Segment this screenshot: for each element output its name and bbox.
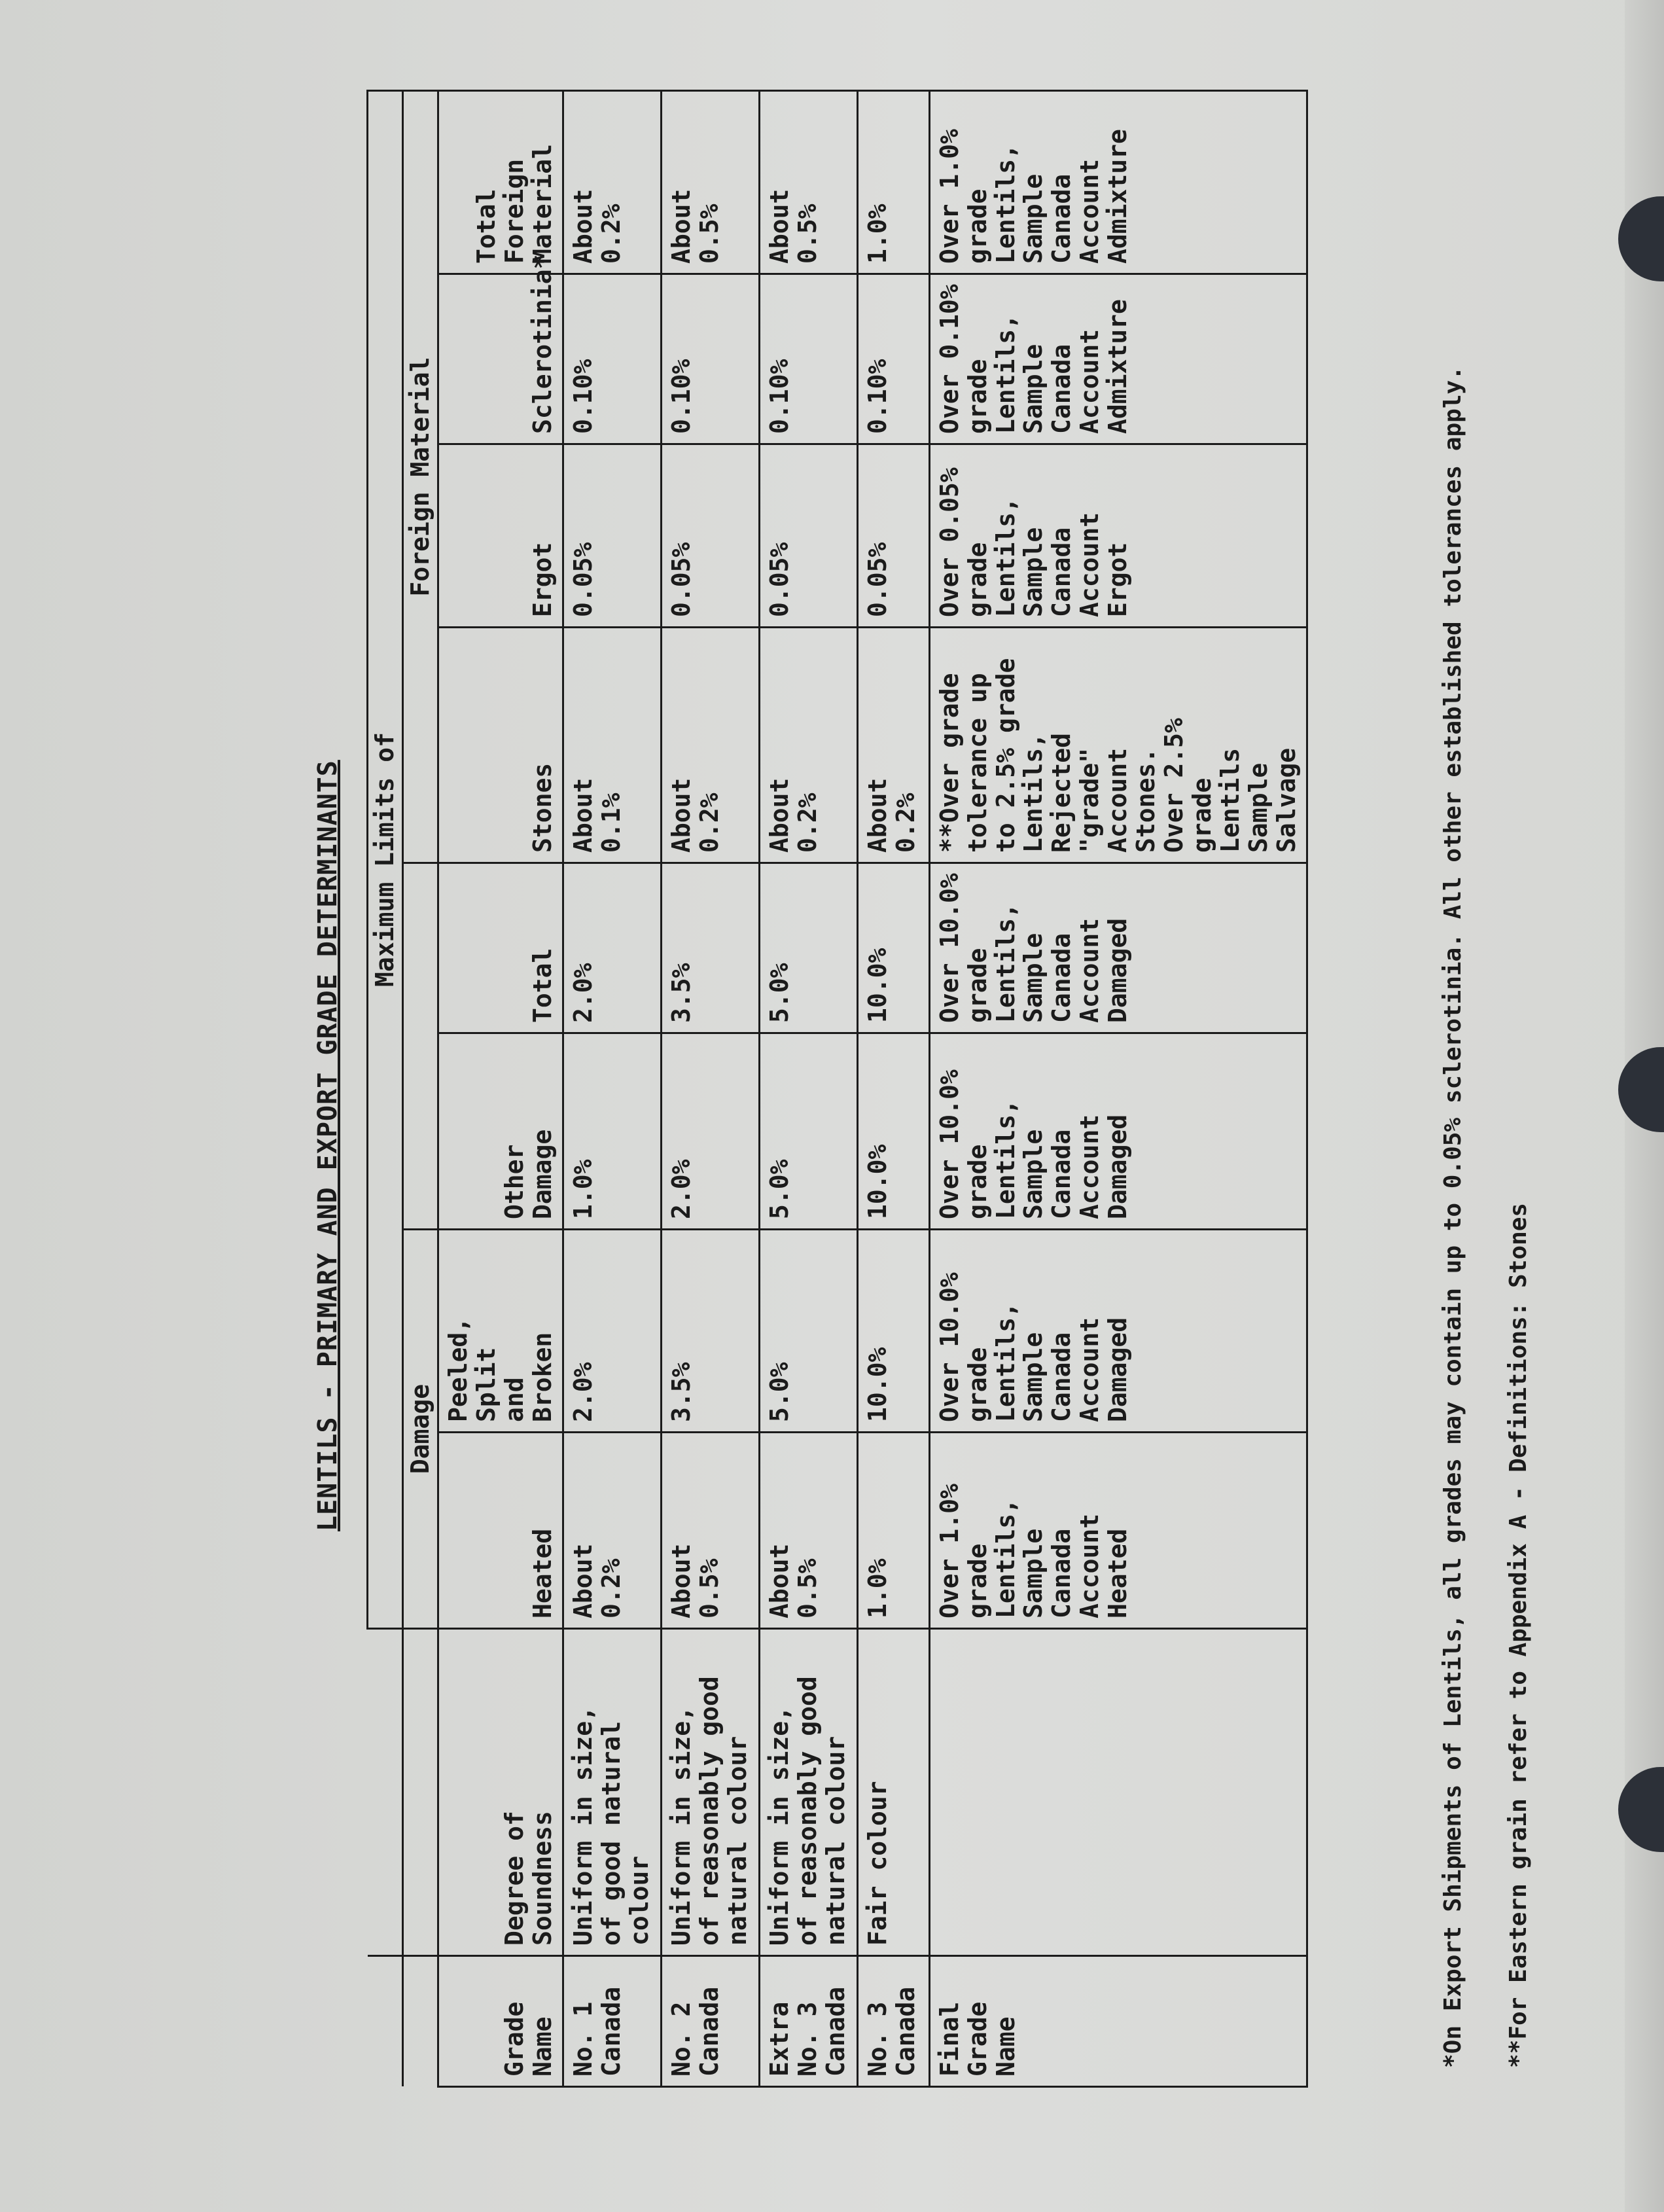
total-damage-cell: Over 10.0% grade Lentils, Sample Canada Account Damaged (929, 863, 1307, 1033)
sclerotinia-cell: 0.10% (759, 274, 857, 444)
ergot-cell: 0.05% (759, 444, 857, 628)
total-foreign-material-header: Total Foreign Material (438, 90, 563, 274)
total-damage-cell: 2.0% (563, 863, 661, 1033)
total-damage-header: Total (438, 863, 563, 1033)
heated-header: Heated (438, 1433, 563, 1629)
degree-cell: Uniform in size, of reasonably good natural colour (759, 1629, 857, 1956)
heated-cell: 1.0% (857, 1433, 929, 1629)
blank-header (368, 1629, 403, 1956)
heated-cell: About 0.2% (563, 1433, 661, 1629)
total-damage-cell: 5.0% (759, 863, 857, 1033)
stones-cell: About 0.2% (857, 628, 929, 863)
stones-cell: About 0.2% (759, 628, 857, 863)
total-foreign-cell: About 0.5% (759, 90, 857, 274)
ergot-cell: 0.05% (857, 444, 929, 628)
total-damage-cell: 10.0% (857, 863, 929, 1033)
blank-header (402, 863, 438, 1230)
heated-cell: Over 1.0% grade Lentils, Sample Canada Account Heated (929, 1433, 1307, 1629)
degree-cell (929, 1629, 1307, 1956)
peeled-cell: 5.0% (759, 1230, 857, 1433)
table-row (759, 90, 857, 2086)
total-foreign-cell: About 0.2% (563, 90, 661, 274)
total-damage-cell: 3.5% (661, 863, 759, 1033)
other-damage-header: Other Damage (438, 1033, 563, 1230)
sclerotinia-cell: 0.10% (661, 274, 759, 444)
peeled-cell: 2.0% (563, 1230, 661, 1433)
degree-cell: Uniform in size, of reasonably good natural colour (661, 1629, 759, 1956)
stones-cell: **Over grade tolerance up to 2.5% grade Lentils, Rejected "grade" Account Stones. Over 2.5% grade Lentils Sample Salvage (929, 628, 1307, 863)
total-foreign-cell: 1.0% (857, 90, 929, 274)
degree-cell: Fair colour (857, 1629, 929, 1956)
blank-header (402, 1956, 438, 2087)
degree-of-soundness-header: Degree of Soundness (438, 1629, 563, 1956)
other-damage-cell: 1.0% (563, 1033, 661, 1230)
grade-determinants-table (366, 90, 1308, 2088)
footnote-eastern-grain: **For Eastern grain refer to Appendix A - Definitions: Stones (1505, 1202, 1532, 2068)
other-damage-cell: 10.0% (857, 1033, 929, 1230)
grade-name-cell: No. 1 Canada (563, 1956, 661, 2087)
heated-cell: About 0.5% (759, 1433, 857, 1629)
sclerotinia-cell: 0.10% (857, 274, 929, 444)
heated-cell: About 0.5% (661, 1433, 759, 1629)
peeled-cell: Over 10.0% grade Lentils, Sample Canada Account Damaged (929, 1230, 1307, 1433)
grade-table-container (366, 0, 1308, 2088)
other-damage-cell: 2.0% (661, 1033, 759, 1230)
blank-header (368, 1956, 403, 2087)
damage-group-header: Damage (402, 1230, 438, 1629)
ergot-cell: 0.05% (563, 444, 661, 628)
grade-name-cell: No. 3 Canada (857, 1956, 929, 2087)
other-damage-cell: 5.0% (759, 1033, 857, 1230)
stones-cell: About 0.2% (661, 628, 759, 863)
peeled-cell: 3.5% (661, 1230, 759, 1433)
ergot-cell: 0.05% (661, 444, 759, 628)
blank-header (402, 1629, 438, 1956)
footnote-sclerotinia: *On Export Shipments of Lentils, all grades may contain up to 0.05% sclerotinia. All other established tolerances apply. (1440, 366, 1466, 2068)
other-damage-cell: Over 10.0% grade Lentils, Sample Canada Account Damaged (929, 1033, 1307, 1230)
degree-cell: Uniform in size, of good natural colour (563, 1629, 661, 1956)
stones-header: Stones (438, 628, 563, 863)
table-row (661, 90, 759, 2086)
maximum-limits-header: Maximum Limits of (368, 90, 403, 1628)
foreign-material-group-header: Foreign Material (402, 90, 438, 863)
ergot-cell: Over 0.05% grade Lentils, Sample Canada Account Ergot (929, 444, 1307, 628)
sclerotinia-header: Sclerotinia* (438, 274, 563, 444)
sclerotinia-cell: Over 0.10% grade Lentils, Sample Canada Account Admixture (929, 274, 1307, 444)
sclerotinia-cell: 0.10% (563, 274, 661, 444)
grade-name-cell: Extra No. 3 Canada (759, 1956, 857, 2087)
total-foreign-cell: About 0.5% (661, 90, 759, 274)
table-row (857, 90, 929, 2086)
page-title: LENTILS - PRIMARY AND EXPORT GRADE DETERMINANTS (313, 760, 343, 1531)
grade-name-header: Grade Name (438, 1956, 563, 2087)
stones-cell: About 0.1% (563, 628, 661, 863)
ergot-header: Ergot (438, 444, 563, 628)
peeled-cell: 10.0% (857, 1230, 929, 1433)
grade-name-cell: No. 2 Canada (661, 1956, 759, 2087)
table-row (563, 90, 661, 2086)
grade-name-cell: Final Grade Name (929, 1956, 1307, 2087)
table-row (929, 90, 1307, 2086)
total-foreign-cell: Over 1.0% grade Lentils, Sample Canada Account Admixture (929, 90, 1307, 274)
peeled-split-broken-header: Peeled, Split and Broken (438, 1230, 563, 1433)
